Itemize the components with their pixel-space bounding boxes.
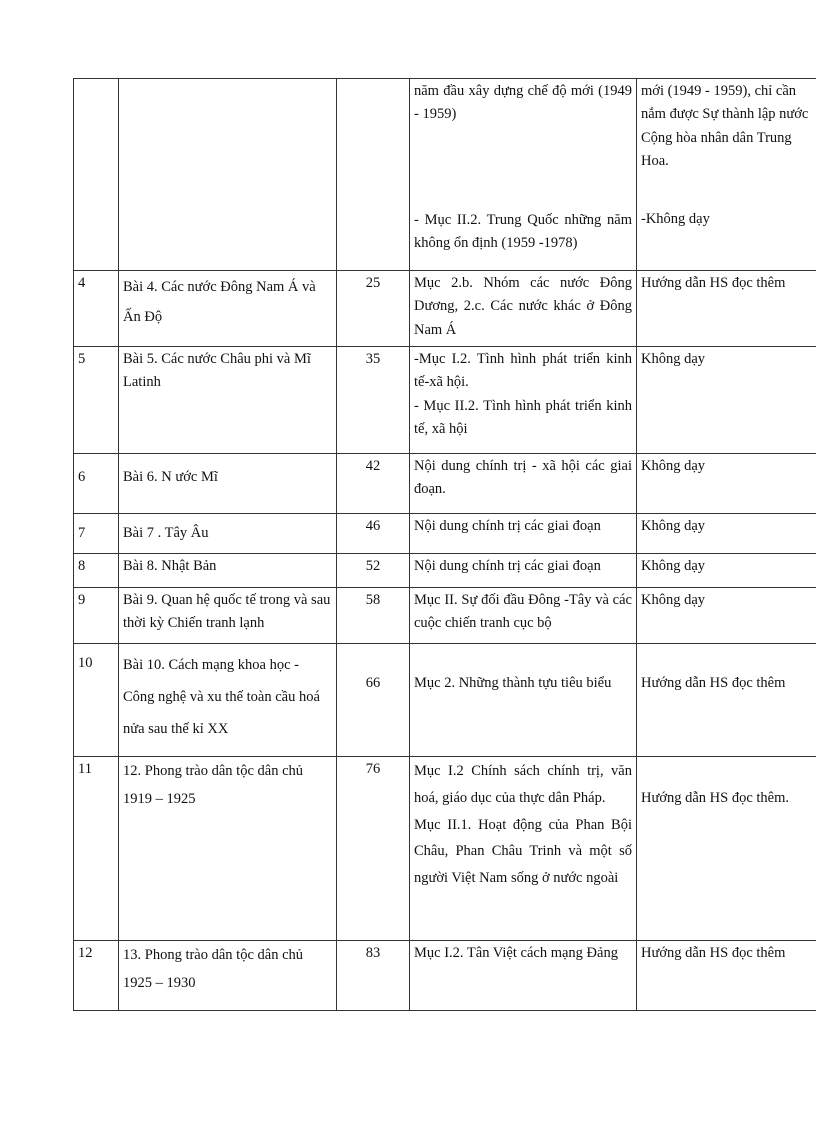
page-cell: 35 [337,347,410,454]
row-number-cell: 4 [74,271,119,347]
section-cell: Nội dung chính trị các giai đoạn [410,514,637,554]
table-row [74,514,816,554]
row-number-cell: 8 [74,554,119,588]
guide-cell: Không dạy [637,514,816,554]
lesson-cell: Bài 6. N ước Mĩ [119,454,337,514]
row-number-cell: 10 [74,644,119,757]
row-number-cell: 5 [74,347,119,454]
lesson-cell: Bài 9. Quan hệ quốc tế trong và sau thời kỳ Chiến tranh lạnh [119,588,337,644]
page-cell: 42 [337,454,410,514]
spacer [414,127,632,209]
page-cell: 83 [337,941,410,1011]
lesson-cell: 12. Phong trào dân tộc dân chủ 1919 – 1925 [119,757,337,941]
guide-text: -Không dạy [641,210,710,227]
table-row [74,271,816,347]
page-cell [337,79,410,271]
page-cell: 66 [337,644,410,757]
curriculum-table [73,78,816,1011]
lesson-cell [119,79,337,271]
section-cell: Mục 2. Những thành tựu tiêu biểu [410,644,637,757]
row-number-cell: 9 [74,588,119,644]
row-number-cell: 6 [74,454,119,514]
row-number-cell: 11 [74,757,119,941]
table-row [74,757,816,941]
section-cell: Mục II. Sự đối đầu Đông -Tây và các cuộc chiến tranh cục bộ [410,588,637,644]
section-text: Mục I.2 Chính sách chính trị, văn hoá, giáo dục của thực dân Pháp. [414,763,632,806]
section-text: Mục II.1. Hoạt động của Phan Bội Châu, Phan Châu Trinh và một số người Việt Nam sống ở nước ngoài [414,816,632,887]
guide-cell [637,79,816,271]
lesson-cell: Bài 7 . Tây Âu [119,514,337,554]
section-cell: Mục 2.b. Nhóm các nước Đông Dương, 2.c. Các nước khác ở Đông Nam Á [410,271,637,347]
section-cell: Mục I.2. Tân Việt cách mạng Đảng [410,941,637,1011]
guide-cell: Hướng dẫn HS đọc thêm [637,941,816,1011]
guide-cell: Hướng dẫn HS đọc thêm [637,644,816,757]
section-cell [410,757,637,941]
row-number-cell: 7 [74,514,119,554]
lesson-cell: Bài 8. Nhật Bản [119,554,337,588]
lesson-cell: Bài 5. Các nước Châu phi và Mĩ Latinh [119,347,337,454]
table-row [74,454,816,514]
lesson-cell: Bài 10. Cách mạng khoa học - Công nghệ và xu thế toàn cầu hoá nửa sau thế kỉ XX [119,644,337,757]
section-cell [410,347,637,454]
page-cell: 46 [337,514,410,554]
section-cell: Nội dung chính trị các giai đoạn [410,554,637,588]
guide-cell: Không dạy [637,588,816,644]
page-cell: 25 [337,271,410,347]
section-text: năm đầu xây dựng chế độ mới (1949 - 1959) [414,83,632,123]
table-row [74,554,816,588]
table-row [74,588,816,644]
page-cell: 52 [337,554,410,588]
lesson-cell: 13. Phong trào dân tộc dân chủ 1925 – 1930 [119,941,337,1011]
table-row [74,79,816,271]
row-number-cell [74,79,119,271]
spacer [641,174,814,208]
page-cell: 58 [337,588,410,644]
table-row [74,644,816,757]
section-text: - Mục II.2. Tình hình phát triển kinh tế, xã hội [414,397,632,438]
guide-cell: Không dạy [637,347,816,454]
guide-cell: Không dạy [637,454,816,514]
section-text: -Mục I.2. Tình hình phát triển kinh tế-xã hội. [414,351,632,391]
section-text: - Mục II.2. Trung Quốc những năm không ổn định (1959 -1978) [414,211,632,252]
guide-cell: Hướng dẫn HS đọc thêm. [637,757,816,941]
section-cell: Nội dung chính trị - xã hội các giai đoạn. [410,454,637,514]
guide-cell: Hướng dẫn HS đọc thêm [637,271,816,347]
section-cell [410,79,637,271]
guide-text: mới (1949 - 1959), chỉ cần nắm được Sự thành lập nước Cộng hòa nhân dân Trung Hoa. [641,83,809,170]
row-number-cell: 12 [74,941,119,1011]
table-row [74,941,816,1011]
lesson-cell: Bài 4. Các nước Đông Nam Á và Ấn Độ [119,271,337,347]
page-cell: 76 [337,757,410,941]
guide-cell: Không dạy [637,554,816,588]
table-row [74,347,816,454]
